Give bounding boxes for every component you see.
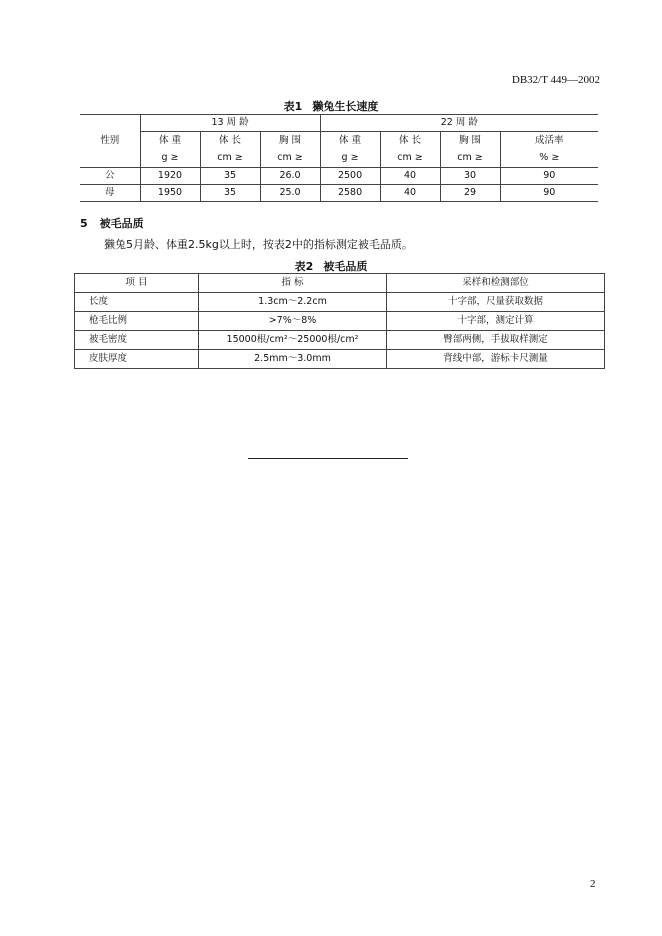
weight-header: 体 重 [320,132,380,150]
sex-header: 性别 [80,115,140,168]
chest-header: 胸 围 [440,132,500,150]
unit-cm: cm ≥ [380,150,440,168]
unit-cm: cm ≥ [440,150,500,168]
unit-g: g ≥ [320,150,380,168]
chest22-cell: 29 [440,185,500,202]
length-header: 体 长 [200,132,260,150]
sex-cell: 母 [80,185,140,202]
table2-caption-title: 被毛品质 [323,260,368,273]
length13-cell: 35 [200,185,260,202]
table2-caption-number: 表2 [294,260,314,273]
item-cell: 皮肤厚度 [75,350,199,369]
weight-header: 体 重 [140,132,200,150]
table-row [80,185,598,202]
chest13-cell: 26.0 [260,168,320,185]
length13-cell: 35 [200,168,260,185]
item-cell: 被毛密度 [75,331,199,350]
item-header: 项 目 [75,274,199,293]
chest13-cell: 25.0 [260,185,320,202]
site-cell: 十字部，测定计算 [387,312,605,331]
index-cell: 2.5mm～3.0mm [199,350,387,369]
table2-caption [0,258,662,274]
chest22-cell: 30 [440,168,500,185]
week13-header: 13 周 龄 [140,115,320,132]
site-cell: 背线中部，游标卡尺测量 [387,350,605,369]
survival-cell: 90 [500,185,598,202]
table1-caption [0,98,662,114]
section-paragraph: 獭兔5月龄、体重2.5kg以上时，按表2中的指标测定被毛品质。 [104,238,413,251]
table1-caption-title: 獭兔生长速度 [312,100,379,113]
unit-g: g ≥ [140,150,200,168]
weight22-cell: 2580 [320,185,380,202]
site-cell: 臀部两侧，手拔取样测定 [387,331,605,350]
length22-cell: 40 [380,185,440,202]
site-header: 采样和检测部位 [387,274,605,293]
index-cell: 15000根/cm²～25000根/cm² [199,331,387,350]
section-heading [80,215,144,231]
index-header: 指 标 [199,274,387,293]
item-cell: 枪毛比例 [75,312,199,331]
sex-cell: 公 [80,168,140,185]
unit-cm: cm ≥ [260,150,320,168]
document-code: DB32/T 449—2002 [511,74,600,86]
index-cell: >7%～8% [199,312,387,331]
table-row [75,331,605,350]
index-cell: 1.3cm～2.2cm [199,293,387,312]
weight13-cell: 1920 [140,168,200,185]
survival-header: 成活率 [500,132,598,150]
week22-header: 22 周 龄 [320,115,598,132]
table-row [75,350,605,369]
site-cell: 十字部，尺量获取数据 [387,293,605,312]
table-row [80,168,598,185]
table1-caption-number: 表1 [283,100,303,113]
weight13-cell: 1950 [140,185,200,202]
length-header: 体 长 [380,132,440,150]
coat-quality-table [74,273,605,369]
unit-percent: % ≥ [500,150,598,168]
page-number: 2 [590,878,596,890]
chest-header: 胸 围 [260,132,320,150]
survival-cell: 90 [500,168,598,185]
unit-cm: cm ≥ [200,150,260,168]
table-row [75,312,605,331]
section-title: 被毛品质 [99,217,144,230]
item-cell: 长度 [75,293,199,312]
table-row [75,293,605,312]
end-of-document-rule [248,458,408,459]
growth-rate-table [80,114,598,202]
section-number: 5 [80,217,88,230]
weight22-cell: 2500 [320,168,380,185]
length22-cell: 40 [380,168,440,185]
